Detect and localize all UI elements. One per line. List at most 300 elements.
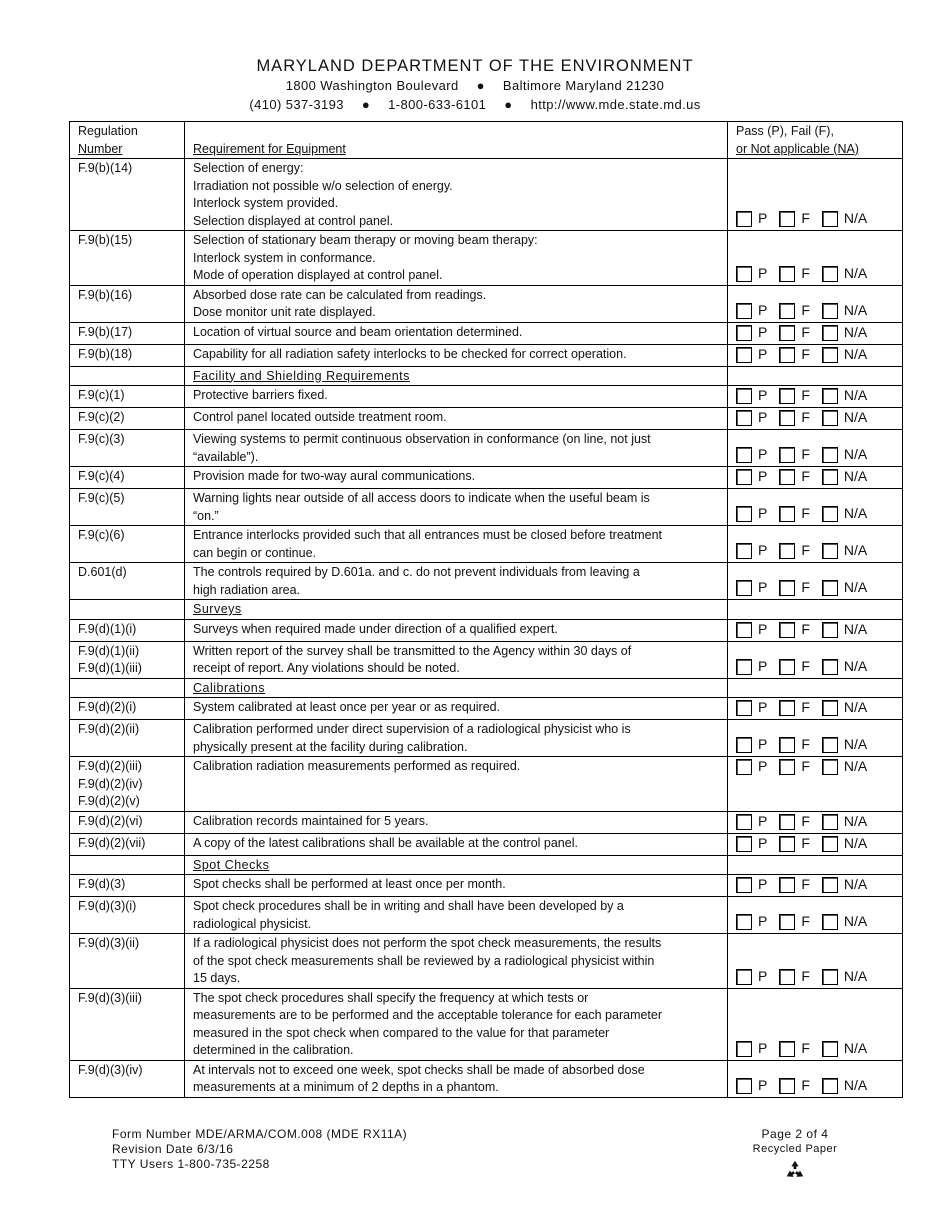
- checkbox-box[interactable]: [736, 1078, 752, 1094]
- checkbox-box[interactable]: [779, 211, 795, 227]
- checkbox-box[interactable]: [822, 211, 838, 227]
- checkbox-box[interactable]: [779, 914, 795, 930]
- fail-label: F: [801, 468, 810, 485]
- table-row: [70, 641, 903, 678]
- pass-checkbox[interactable]: [736, 505, 767, 523]
- fail-checkbox[interactable]: [779, 302, 810, 320]
- not-applicable-checkbox[interactable]: [822, 699, 867, 717]
- pass-fail-options: [736, 812, 898, 832]
- table-row: [70, 322, 903, 344]
- regulation-cell: [70, 1060, 185, 1097]
- fail-checkbox[interactable]: [779, 505, 810, 523]
- bullet-separator: ●: [476, 78, 485, 93]
- fail-label: F: [801, 913, 810, 930]
- header-reg-line2: Number: [78, 141, 123, 156]
- fail-checkbox[interactable]: [779, 1077, 810, 1095]
- checkbox-box[interactable]: [779, 836, 795, 852]
- regulation-number: F.9(d)(3)(iii): [78, 990, 142, 1005]
- checkbox-box[interactable]: [736, 914, 752, 930]
- regulation-cell: [70, 430, 185, 467]
- website-link[interactable]: http://www.mde.state.md.us: [530, 97, 701, 112]
- checkbox-box[interactable]: [822, 836, 838, 852]
- checkbox-box[interactable]: [779, 543, 795, 559]
- fail-checkbox[interactable]: [779, 265, 810, 283]
- table-row: [70, 489, 903, 526]
- not-applicable-checkbox[interactable]: [822, 1077, 867, 1095]
- checkbox-box[interactable]: [822, 266, 838, 282]
- pass-checkbox[interactable]: [736, 913, 767, 931]
- regulation-number: F.9(d)(3)(i): [78, 899, 137, 913]
- not-applicable-label: N/A: [843, 210, 868, 227]
- not-applicable-checkbox[interactable]: [822, 1040, 867, 1058]
- not-applicable-checkbox[interactable]: [822, 579, 867, 597]
- footer-form-info: [112, 1127, 407, 1172]
- pass-checkbox[interactable]: [736, 387, 767, 405]
- not-applicable-checkbox[interactable]: [822, 913, 867, 931]
- checkbox-box[interactable]: [736, 388, 752, 404]
- checkbox-box[interactable]: [822, 303, 838, 319]
- checkbox-box[interactable]: [736, 325, 752, 341]
- requirement-line: can begin or continue.: [193, 545, 317, 560]
- regulation-number: F.9(c)(2): [78, 410, 125, 424]
- pass-checkbox[interactable]: [736, 409, 767, 427]
- checkbox-box[interactable]: [736, 543, 752, 559]
- checkbox-box[interactable]: [822, 447, 838, 463]
- fail-checkbox[interactable]: [779, 579, 810, 597]
- regulation-cell: [70, 757, 185, 812]
- checkbox-box[interactable]: [779, 700, 795, 716]
- fail-checkbox[interactable]: [779, 835, 810, 853]
- checkbox-box[interactable]: [736, 303, 752, 319]
- checkbox-box[interactable]: [822, 469, 838, 485]
- header-requirement: [185, 122, 728, 159]
- pass-fail-cell: [728, 408, 903, 430]
- pass-checkbox[interactable]: [736, 468, 767, 486]
- checkbox-box[interactable]: [779, 877, 795, 893]
- regulation-number: F.9(d)(1)(ii): [78, 643, 140, 658]
- bullet-separator: ●: [361, 97, 371, 112]
- recycle-icon: [784, 1159, 806, 1181]
- phone-number: (410) 537-3193: [249, 97, 344, 112]
- fail-checkbox[interactable]: [779, 387, 810, 405]
- not-applicable-checkbox[interactable]: [822, 813, 867, 831]
- requirement-line: receipt of report. Any violations should be noted.: [193, 661, 460, 675]
- checkbox-box[interactable]: [822, 388, 838, 404]
- pass-checkbox[interactable]: [736, 446, 767, 464]
- not-applicable-label: N/A: [843, 699, 868, 716]
- pass-label: P: [758, 468, 768, 485]
- fail-label: F: [801, 505, 810, 522]
- not-applicable-label: N/A: [843, 579, 868, 596]
- checkbox-box[interactable]: [779, 659, 795, 675]
- checkbox-box[interactable]: [736, 836, 752, 852]
- pass-fail-options: [736, 875, 898, 895]
- pass-checkbox[interactable]: [736, 699, 767, 717]
- pass-label: P: [758, 758, 768, 775]
- checkbox-box[interactable]: [822, 506, 838, 522]
- section-title-cell: [185, 678, 728, 698]
- checkbox-box[interactable]: [736, 447, 752, 463]
- requirement-line: of the spot check measurements shall be reviewed by a radiological physicist within: [193, 953, 655, 968]
- pass-checkbox[interactable]: [736, 210, 767, 228]
- requirement-cell: [185, 811, 728, 833]
- checkbox-box[interactable]: [822, 737, 838, 753]
- fail-checkbox[interactable]: [779, 968, 810, 986]
- table-row: [70, 563, 903, 600]
- requirement-line: At intervals not to exceed one week, spot checks shall be made of absorbed dose: [193, 1062, 645, 1077]
- checkbox-box[interactable]: [736, 622, 752, 638]
- pass-checkbox[interactable]: [736, 736, 767, 754]
- checkbox-box[interactable]: [736, 814, 752, 830]
- not-applicable-checkbox[interactable]: [822, 968, 867, 986]
- not-applicable-checkbox[interactable]: [822, 876, 867, 894]
- checkbox-box[interactable]: [822, 580, 838, 596]
- not-applicable-label: N/A: [843, 1039, 868, 1056]
- not-applicable-checkbox[interactable]: [822, 324, 867, 342]
- pass-fail-options: [736, 912, 898, 932]
- checkbox-box[interactable]: [822, 814, 838, 830]
- pass-checkbox[interactable]: [736, 579, 767, 597]
- requirement-cell: [185, 386, 728, 408]
- requirement-cell: [185, 757, 728, 812]
- fail-checkbox[interactable]: [779, 876, 810, 894]
- requirement-line: “on.”: [193, 508, 219, 523]
- pass-checkbox[interactable]: [736, 968, 767, 986]
- fail-label: F: [801, 1039, 810, 1056]
- requirement-cell: [185, 344, 728, 366]
- checkbox-box[interactable]: [736, 700, 752, 716]
- pass-fail-cell: [728, 897, 903, 934]
- requirement-line: The controls required by D.601a. and c. do not prevent individuals from leaving a: [193, 565, 640, 579]
- fail-checkbox[interactable]: [779, 346, 810, 364]
- tollfree-number: 1-800-633-6101: [388, 97, 487, 112]
- regulation-cell: [70, 619, 185, 641]
- checkbox-box[interactable]: [822, 1078, 838, 1094]
- requirement-cell: [185, 408, 728, 430]
- checkbox-box[interactable]: [736, 759, 752, 775]
- regulation-cell: [70, 563, 185, 600]
- checkbox-box[interactable]: [779, 303, 795, 319]
- checkbox-box[interactable]: [779, 325, 795, 341]
- table-row: [70, 526, 903, 563]
- not-applicable-checkbox[interactable]: [822, 658, 867, 676]
- checkbox-box[interactable]: [779, 447, 795, 463]
- checkbox-box[interactable]: [779, 1041, 795, 1057]
- checkbox-box[interactable]: [779, 969, 795, 985]
- fail-checkbox[interactable]: [779, 468, 810, 486]
- section-header-row: [70, 600, 903, 620]
- not-applicable-checkbox[interactable]: [822, 346, 867, 364]
- requirement-line: Written report of the survey shall be transmitted to the Agency within 30 days of: [193, 643, 632, 658]
- pass-label: P: [758, 505, 768, 522]
- pass-fail-options: [736, 620, 898, 640]
- checkbox-box[interactable]: [736, 1041, 752, 1057]
- pass-checkbox[interactable]: [736, 1040, 767, 1058]
- pass-fail-cell: [728, 833, 903, 855]
- fail-checkbox[interactable]: [779, 324, 810, 342]
- regulation-cell: [70, 934, 185, 989]
- requirement-line: Calibration performed under direct supervision of a radiological physicist who is: [193, 722, 631, 736]
- checkbox-box[interactable]: [779, 388, 795, 404]
- requirement-line: Irradiation not possible w/o selection of energy.: [193, 178, 453, 193]
- checkbox-box[interactable]: [822, 347, 838, 363]
- requirement-cell: [185, 489, 728, 526]
- requirement-cell: [185, 563, 728, 600]
- checkbox-box[interactable]: [736, 580, 752, 596]
- requirement-cell: [185, 285, 728, 322]
- fail-checkbox[interactable]: [779, 658, 810, 676]
- pass-checkbox[interactable]: [736, 621, 767, 639]
- checkbox-box[interactable]: [736, 211, 752, 227]
- regulation-cell: [70, 641, 185, 678]
- pass-label: P: [758, 579, 768, 596]
- checkbox-box[interactable]: [736, 266, 752, 282]
- pass-checkbox[interactable]: [736, 542, 767, 560]
- pass-checkbox[interactable]: [736, 758, 767, 776]
- fail-label: F: [801, 620, 810, 637]
- section-title: Spot Checks: [193, 857, 270, 872]
- fail-checkbox[interactable]: [779, 542, 810, 560]
- requirement-cell: [185, 322, 728, 344]
- fail-label: F: [801, 758, 810, 775]
- pass-label: P: [758, 446, 768, 463]
- pass-checkbox[interactable]: [736, 346, 767, 364]
- not-applicable-checkbox[interactable]: [822, 210, 867, 228]
- table-row: [70, 833, 903, 855]
- fail-checkbox[interactable]: [779, 913, 810, 931]
- fail-label: F: [801, 834, 810, 851]
- checkbox-box[interactable]: [736, 969, 752, 985]
- pass-label: P: [758, 1039, 768, 1056]
- pass-label: P: [758, 387, 768, 404]
- pass-label: P: [758, 736, 768, 753]
- checkbox-box[interactable]: [736, 506, 752, 522]
- not-applicable-checkbox[interactable]: [822, 758, 867, 776]
- fail-checkbox[interactable]: [779, 1040, 810, 1058]
- pass-checkbox[interactable]: [736, 835, 767, 853]
- not-applicable-checkbox[interactable]: [822, 542, 867, 560]
- pass-fail-options: [736, 1076, 898, 1096]
- regulation-number: F.9(c)(5): [78, 491, 125, 505]
- requirement-line: measurements at a minimum of 2 depths in a phantom.: [193, 1080, 499, 1094]
- section-header-row: [70, 678, 903, 698]
- not-applicable-label: N/A: [843, 409, 868, 426]
- regulation-number: F.9(d)(1)(iii): [78, 661, 142, 675]
- pass-label: P: [758, 967, 768, 984]
- pass-fail-cell: [728, 988, 903, 1060]
- requirement-line: measurements are to be performed and the acceptable tolerance for each parameter: [193, 1008, 663, 1022]
- requirement-line: radiological physicist.: [193, 916, 312, 931]
- table-row: [70, 159, 903, 231]
- pass-fail-options: [736, 386, 898, 406]
- regulation-cell: [70, 386, 185, 408]
- checkbox-box[interactable]: [779, 814, 795, 830]
- pass-checkbox[interactable]: [736, 265, 767, 283]
- checkbox-box[interactable]: [822, 969, 838, 985]
- not-applicable-checkbox[interactable]: [822, 302, 867, 320]
- not-applicable-checkbox[interactable]: [822, 446, 867, 464]
- requirement-line: Capability for all radiation safety interlocks to be checked for correct operation.: [193, 346, 627, 361]
- fail-checkbox[interactable]: [779, 813, 810, 831]
- checkbox-box[interactable]: [822, 622, 838, 638]
- pass-label: P: [758, 264, 768, 281]
- header-pass-fail: [728, 122, 903, 159]
- not-applicable-checkbox[interactable]: [822, 621, 867, 639]
- section-pf-cell: [728, 678, 903, 698]
- pass-label: P: [758, 409, 768, 426]
- not-applicable-label: N/A: [843, 913, 868, 930]
- requirement-line: Interlock system in conformance.: [193, 250, 376, 265]
- checkbox-box[interactable]: [822, 410, 838, 426]
- checkbox-box[interactable]: [779, 347, 795, 363]
- fail-label: F: [801, 264, 810, 281]
- requirement-line: Selection displayed at control panel.: [193, 213, 394, 228]
- fail-checkbox[interactable]: [779, 699, 810, 717]
- not-applicable-checkbox[interactable]: [822, 265, 867, 283]
- regulation-number: F.9(d)(2)(vi): [78, 813, 143, 828]
- pass-fail-cell: [728, 526, 903, 563]
- pass-checkbox[interactable]: [736, 658, 767, 676]
- checkbox-box[interactable]: [779, 622, 795, 638]
- requirement-line: 15 days.: [193, 971, 241, 985]
- bullet-separator: ●: [504, 97, 513, 112]
- not-applicable-checkbox[interactable]: [822, 835, 867, 853]
- pass-fail-cell: [728, 344, 903, 366]
- table-row: [70, 698, 903, 720]
- requirement-cell: [185, 698, 728, 720]
- pass-fail-cell: [728, 698, 903, 720]
- pass-label: P: [758, 1076, 768, 1093]
- regulation-cell: [70, 526, 185, 563]
- requirement-line: If a radiological physicist does not perform the spot check measurements, the results: [193, 936, 662, 950]
- pass-fail-options: [736, 1039, 898, 1059]
- section-title-cell: [185, 366, 728, 386]
- checkbox-box[interactable]: [822, 1041, 838, 1057]
- pass-fail-cell: [728, 934, 903, 989]
- requirement-line: Location of virtual source and beam orientation determined.: [193, 324, 523, 339]
- revision-date: Revision Date 6/3/16: [112, 1142, 234, 1156]
- checkbox-box[interactable]: [736, 410, 752, 426]
- regulation-number: F.9(d)(2)(ii): [78, 722, 140, 736]
- not-applicable-checkbox[interactable]: [822, 468, 867, 486]
- requirement-line: Provision made for two-way aural communications.: [193, 469, 476, 483]
- checkbox-box[interactable]: [736, 469, 752, 485]
- pass-fail-options: [736, 345, 898, 365]
- pass-fail-options: [736, 967, 898, 987]
- header-pass-line1: Pass (P), Fail (F),: [736, 124, 834, 138]
- not-applicable-checkbox[interactable]: [822, 736, 867, 754]
- requirement-line: Protective barriers fixed.: [193, 388, 328, 402]
- checkbox-box[interactable]: [822, 877, 838, 893]
- pass-fail-options: [736, 445, 898, 465]
- fail-checkbox[interactable]: [779, 736, 810, 754]
- fail-checkbox[interactable]: [779, 758, 810, 776]
- table-row: [70, 811, 903, 833]
- form-number: Form Number MDE/ARMA/COM.008 (MDE RX11A): [112, 1127, 408, 1141]
- fail-label: F: [801, 657, 810, 674]
- table-row: [70, 897, 903, 934]
- requirement-cell: [185, 988, 728, 1060]
- checkbox-box[interactable]: [822, 914, 838, 930]
- fail-checkbox[interactable]: [779, 446, 810, 464]
- checkbox-box[interactable]: [779, 506, 795, 522]
- checkbox-box[interactable]: [736, 347, 752, 363]
- pass-checkbox[interactable]: [736, 1077, 767, 1095]
- regulation-cell: [70, 344, 185, 366]
- fail-label: F: [801, 579, 810, 596]
- regulation-cell: [70, 467, 185, 489]
- pass-label: P: [758, 323, 768, 340]
- checkbox-box[interactable]: [779, 266, 795, 282]
- pass-checkbox[interactable]: [736, 324, 767, 342]
- not-applicable-label: N/A: [843, 446, 868, 463]
- pass-fail-cell: [728, 322, 903, 344]
- fail-checkbox[interactable]: [779, 409, 810, 427]
- pass-label: P: [758, 913, 768, 930]
- fail-label: F: [801, 409, 810, 426]
- not-applicable-label: N/A: [843, 468, 868, 485]
- fail-checkbox[interactable]: [779, 621, 810, 639]
- address-city: Baltimore Maryland 21230: [502, 78, 665, 93]
- checkbox-box[interactable]: [779, 759, 795, 775]
- pass-checkbox[interactable]: [736, 876, 767, 894]
- regulation-cell: [70, 489, 185, 526]
- table-row: [70, 934, 903, 989]
- pass-fail-cell: [728, 285, 903, 322]
- pass-fail-options: [736, 301, 898, 321]
- checkbox-box[interactable]: [822, 325, 838, 341]
- checkbox-box[interactable]: [822, 700, 838, 716]
- not-applicable-checkbox[interactable]: [822, 409, 867, 427]
- checkbox-box[interactable]: [779, 469, 795, 485]
- fail-label: F: [801, 323, 810, 340]
- not-applicable-checkbox[interactable]: [822, 505, 867, 523]
- regulation-number: F.9(b)(17): [78, 324, 133, 339]
- pass-fail-cell: [728, 875, 903, 897]
- not-applicable-checkbox[interactable]: [822, 387, 867, 405]
- pass-checkbox[interactable]: [736, 302, 767, 320]
- not-applicable-label: N/A: [843, 967, 868, 984]
- checkbox-box[interactable]: [736, 737, 752, 753]
- pass-checkbox[interactable]: [736, 813, 767, 831]
- checkbox-box[interactable]: [779, 737, 795, 753]
- fail-label: F: [801, 345, 810, 362]
- section-header-row: [70, 366, 903, 386]
- not-applicable-label: N/A: [843, 264, 868, 281]
- requirement-line: measured in the spot check when compared to the value for that parameter: [193, 1025, 610, 1040]
- checkbox-box[interactable]: [822, 659, 838, 675]
- not-applicable-label: N/A: [843, 345, 868, 362]
- pass-label: P: [758, 620, 768, 637]
- requirement-cell: [185, 720, 728, 757]
- checkbox-box[interactable]: [736, 659, 752, 675]
- pass-fail-cell: [728, 231, 903, 286]
- fail-checkbox[interactable]: [779, 210, 810, 228]
- requirement-line: Mode of operation displayed at control panel.: [193, 268, 443, 282]
- checkbox-box[interactable]: [736, 877, 752, 893]
- pass-fail-cell: [728, 159, 903, 231]
- not-applicable-label: N/A: [843, 620, 868, 637]
- section-title: Surveys: [193, 602, 242, 616]
- checkbox-box[interactable]: [779, 580, 795, 596]
- checkbox-box[interactable]: [779, 1078, 795, 1094]
- section-title-cell: [185, 855, 728, 875]
- checkbox-box[interactable]: [779, 410, 795, 426]
- checkbox-box[interactable]: [822, 759, 838, 775]
- pass-label: P: [758, 812, 768, 829]
- table-header-row: [70, 122, 903, 159]
- checkbox-box[interactable]: [822, 543, 838, 559]
